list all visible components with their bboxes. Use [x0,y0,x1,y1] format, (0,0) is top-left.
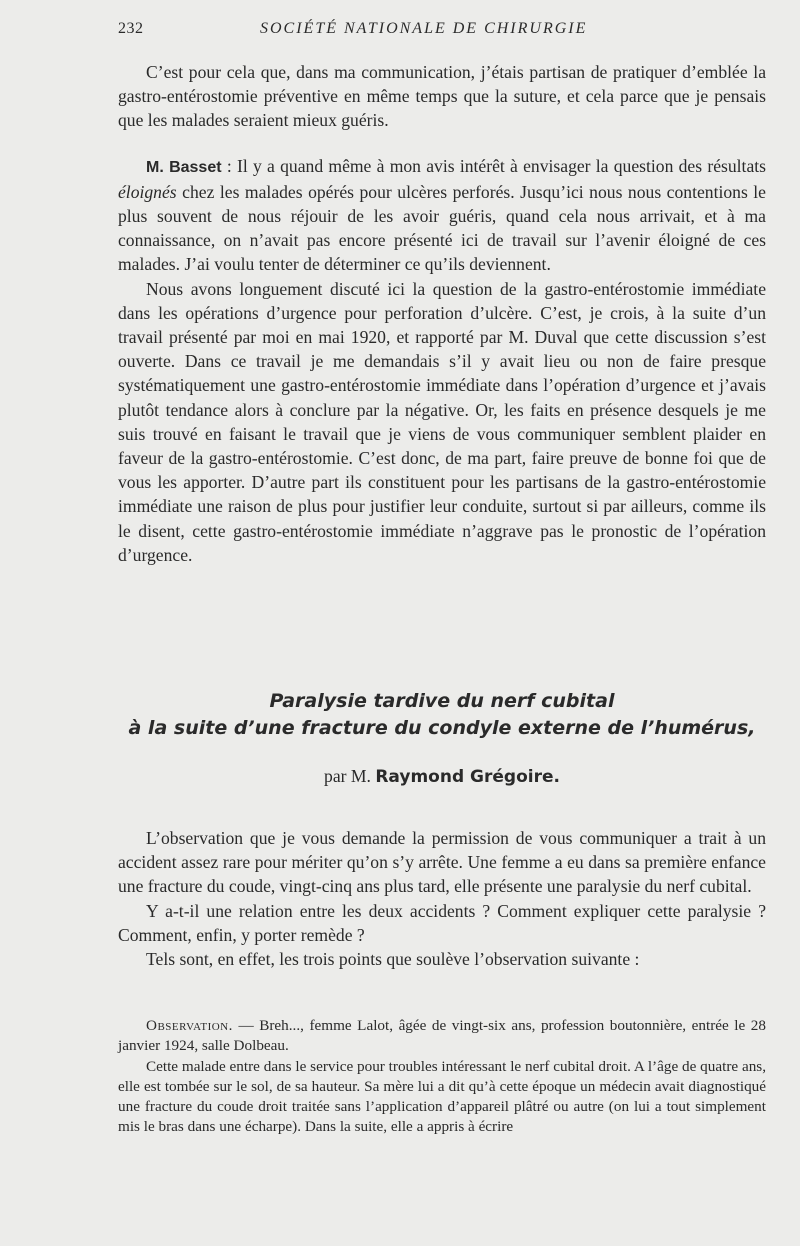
title-line: Paralysie tardive du nerf cubital [269,690,615,712]
italic-term: éloignés [118,181,177,202]
text-run: — Breh..., femme Lalot, âgée de vingt-six ans, profession boutonnière, entrée le 28 janvier 1924, salle Dolbeau. [118,1017,766,1055]
paragraph: Y a-t-il une relation entre les deux accidents ? Comment expliquer cette paralysie ? Comment, enfin, y porter remède ? [118,900,766,945]
speaker-name: M. Basset [146,158,222,176]
observation-block [118,1016,766,1138]
text-run: : Il y a quand même à mon avis intérêt à envisager la question des résultats [221,155,766,176]
journal-title: SOCIÉTÉ NATIONALE DE CHIRURGIE [260,20,588,37]
page-number: 232 [118,20,144,37]
observation-label: Observation. [146,1017,233,1034]
observation-paragraph [118,1016,766,1057]
author-name: Raymond Grégoire. [375,767,560,787]
paragraph: C’est pour cela que, dans ma communication, j’étais partisan de pratiquer d’emblée la gastro-entérostomie préventive en même temps que la suture, et cela parce que je pensais que les malades seraient mieux guéris. [118,62,766,131]
paragraph: Tels sont, en effet, les trois points que soulève l’observation suivante : [146,949,640,970]
running-header [118,20,766,44]
byline [118,766,766,787]
paragraph-basset [118,154,766,277]
title-line: à la suite d’une fracture du condyle externe de l’humérus, [128,717,756,739]
discussion-section [118,60,766,567]
paragraph: L’observation que je vous demande la permission de vous communiquer a trait à un accident assez rare pour mériter qu’on s’y arrête. Une femme a eu dans sa première enfance une fracture du coude, vingt-cinq ans plus tard, elle présente une paralysie du nerf cubital. [118,828,766,897]
text-run: chez les malades opérés pour ulcères perforés. Jusqu’ici nous nous contentions le plus souvent de nous réjouir de les avoir guéris, quand cela nous arrivait, et à ma connaissance, on n’avait pas encore présenté ici de travail sur l’avenir éloigné de ces malades. J’ai voulu tenter de déterminer ce qu’ils deviennent. [118,181,766,275]
article-intro [118,826,766,971]
article-title [118,688,766,742]
observation-paragraph: Cette malade entre dans le service pour troubles intéressant le nerf cubital droit. A l’âge de quatre ans, elle est tombée sur le sol, de sa hauteur. Sa mère lui a dit qu’à cette époque un médecin avait diagnostiqué une fracture du coude droit traitée sans l’application d’appareil plâtré ou autre (on lui a tout simplement mis le bras dans une écharpe). Dans la suite, elle a appris à écrire [118,1057,766,1136]
byline-prefix: par M. [324,766,376,786]
paragraph: Nous avons longuement discuté ici la question de la gastro-entérostomie immédiate dans les opérations d’urgence pour perforation d’ulcère. C’est, je crois, à la suite d’un travail présenté par moi en mai 1920, et rapporté par M. Duval que cette discussion s’est ouverte. Dans ce travail je me demandais s’il y avait lieu ou non de faire presque systématiquement une gastro-entérostomie immédiate dans l’opération d’urgence et j’avais plutôt tendance alors à conclure par la négative. Or, les faits en présence desquels je me suis trouvé en faisant le travail que je viens de vous communiquer semblent plaider en faveur de la gastro-entérostomie. C’est donc, de ma part, faire preuve de bonne foi que de vous les apporter. D’autre part ils constituent pour les partisans de la gastro-entérostomie immédiate une raison de plus pour justifier leur conduite, surtout si par ailleurs, comme ils le disent, cette gastro-entérostomie immédiate n’aggrave pas le pronostic de l’opération d’urgence. [118,278,766,565]
